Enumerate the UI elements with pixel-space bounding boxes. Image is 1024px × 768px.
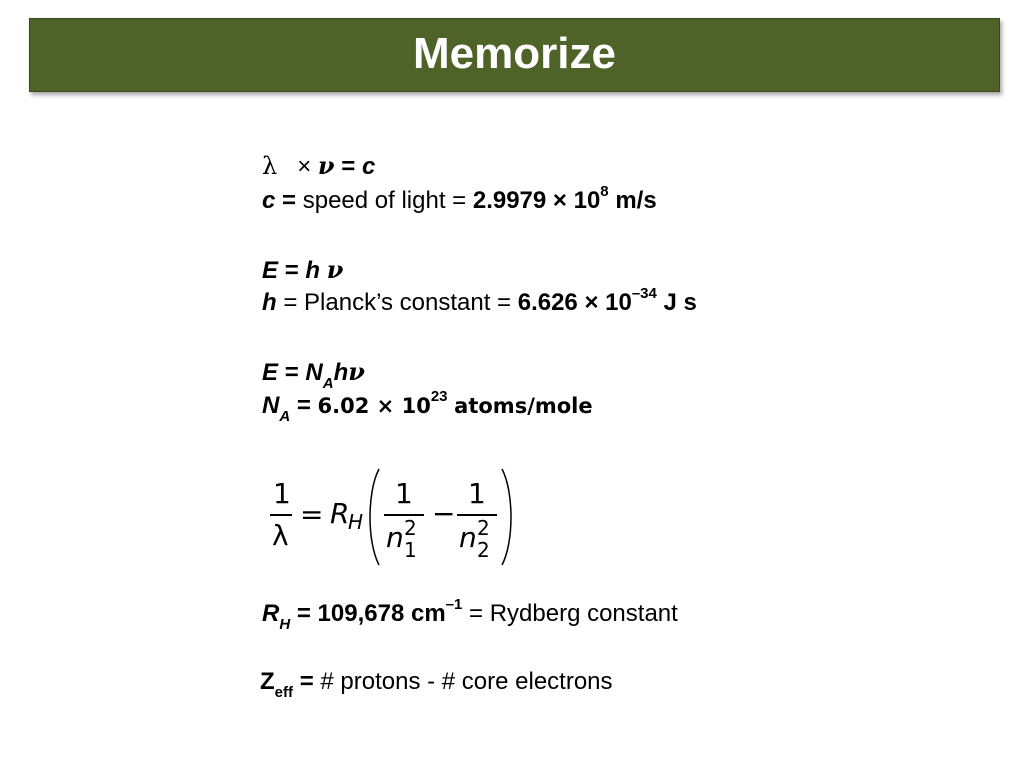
equals-sign: = (282, 187, 297, 214)
planck-constant-exponent: –34 (631, 285, 657, 302)
effective-nuclear-charge-line (260, 668, 613, 701)
Z-symbol: Z (260, 668, 275, 695)
h-symbol: h (305, 257, 321, 284)
times-symbol: × (297, 153, 312, 180)
lambda-symbol: λ (262, 152, 278, 180)
effective-nuclear-charge-definition: # protons - # core electrons (320, 668, 613, 695)
n2-subscript: 2 (477, 538, 490, 562)
equals-sign: = (296, 600, 311, 627)
numerator-one: 1 (273, 477, 291, 510)
page-title: Memorize (413, 29, 616, 78)
fraction-bar (270, 514, 292, 516)
n2-exponent: 2 (477, 516, 490, 540)
n1-symbol: n (386, 521, 404, 554)
nu-symbol: ν (317, 151, 335, 180)
equals-sign: = (299, 668, 314, 695)
lambda-symbol: λ (272, 519, 289, 552)
E-symbol: E (262, 257, 279, 284)
nu-symbol: ν (348, 357, 365, 386)
rydberg-equation (262, 462, 522, 570)
h-symbol: h (262, 289, 277, 316)
N-symbol: N (305, 359, 323, 386)
speed-of-light-line (262, 183, 657, 215)
c-symbol: c (262, 187, 276, 214)
wavelength-frequency-relation (262, 152, 375, 181)
h-symbol: h (333, 359, 349, 386)
equals-sign: = (341, 153, 356, 180)
equals-sign: = (284, 359, 299, 386)
planck-constant-unit: J s (663, 289, 697, 316)
molar-energy-relation (262, 357, 365, 392)
E-symbol: E (262, 359, 279, 386)
avogadro-unit: atoms/mole (454, 394, 593, 418)
n2-symbol: n (459, 521, 477, 554)
speed-of-light-label: speed of light = (302, 187, 467, 214)
R-symbol: R (262, 600, 280, 627)
minus-sign: − (432, 497, 456, 530)
c-symbol: c (361, 153, 376, 180)
n1-exponent: 2 (404, 516, 417, 540)
rydberg-exponent: –1 (445, 596, 463, 613)
avogadro-subscript: A (322, 374, 334, 392)
rydberg-constant-label: = Rydberg constant (469, 600, 678, 627)
rydberg-subscript: H (279, 615, 291, 633)
planck-constant-label: = Planck’s constant = (283, 289, 512, 316)
avogadro-value: 6.02 × 10 (317, 394, 431, 418)
nu-symbol: ν (326, 255, 344, 284)
numerator-one: 1 (468, 477, 486, 510)
equals-sign: = (296, 392, 311, 419)
planck-constant-value: 6.626 × 10 (517, 289, 632, 316)
avogadro-subscript: A (279, 407, 291, 425)
speed-of-light-unit: m/s (615, 187, 657, 214)
rydberg-value: 109,678 cm (317, 600, 446, 627)
left-parenthesis (365, 467, 381, 567)
rydberg-constant-line (262, 596, 678, 633)
title-banner (29, 18, 1000, 92)
avogadro-exponent: 23 (430, 388, 448, 405)
n1-subscript: 1 (404, 538, 417, 562)
eff-subscript: eff (274, 683, 294, 701)
avogadro-number-line (262, 388, 593, 425)
numerator-one: 1 (395, 477, 413, 510)
speed-of-light-exponent: 8 (600, 183, 609, 200)
equals-sign: = (284, 257, 299, 284)
N-symbol: N (262, 392, 280, 419)
speed-of-light-value: 2.9979 × 10 (472, 187, 601, 214)
energy-photon-relation (262, 256, 343, 285)
right-parenthesis (500, 467, 516, 567)
equals-sign: = (300, 498, 324, 531)
H-subscript: H (348, 510, 364, 534)
R-symbol: R (330, 497, 350, 530)
planck-constant-line (262, 285, 697, 317)
